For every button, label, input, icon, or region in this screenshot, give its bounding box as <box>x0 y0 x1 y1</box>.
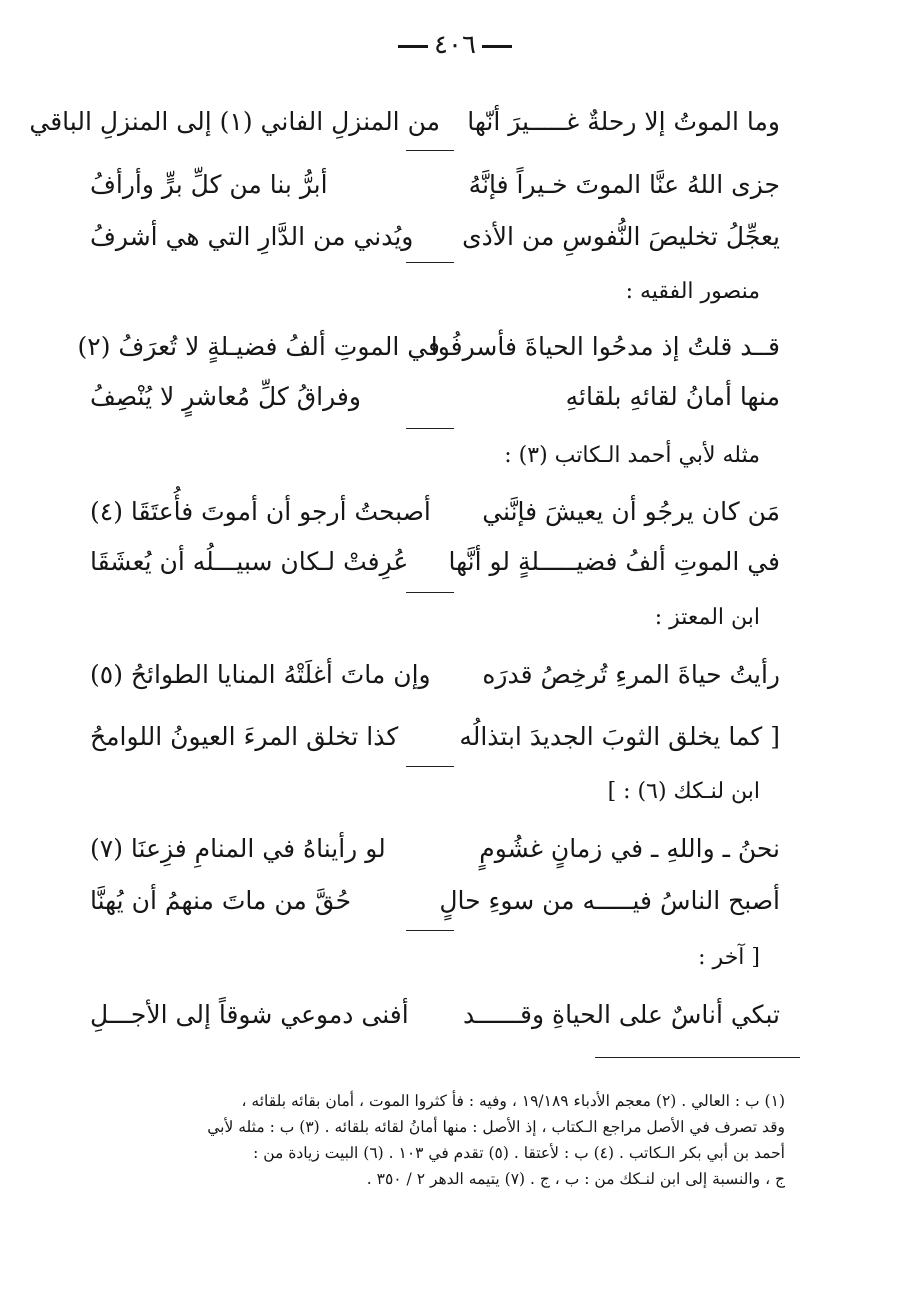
poet-attribution: مثله لأبي أحمد الـكاتب (٣) : <box>504 443 760 468</box>
verse-line <box>90 990 780 1040</box>
verse-first-hemistich: مَن كان يرجُو أن يعيشَ فإنَّني <box>482 497 780 526</box>
verse-second-hemistich: أصبحتُ أرجو أن أموتَ فأُعتَقَا (٤) <box>90 497 431 526</box>
page-number-dash-left <box>398 45 428 48</box>
verse-second-hemistich: لو رأيناهُ في المنامِ فزِعنَا (٧) <box>90 834 386 863</box>
verse-line <box>90 537 780 587</box>
poet-attribution: [ آخر : <box>698 945 760 970</box>
hemistich-separator <box>406 766 454 767</box>
verse-second-hemistich: وفراقُ كلِّ مُعاشرٍ لا يُنْصِفُ <box>90 382 361 411</box>
verse-second-hemistich: ويُدني من الدَّارِ التي هي أشرفُ <box>90 222 414 251</box>
verse-line <box>77 322 780 372</box>
hemistich-separator <box>406 930 454 931</box>
verse-line <box>90 650 780 700</box>
verse-second-hemistich: عُرِفتْ لـكان سبيـــلُه أن يُعشَقَا <box>90 547 409 576</box>
hemistich-separator <box>406 262 454 263</box>
hemistich-separator <box>406 150 454 151</box>
verse-second-hemistich: أفنى دموعي شوقاً إلى الأجـــلِ <box>90 1000 409 1029</box>
poet-attribution: ابن المعتز : <box>654 605 760 630</box>
verse-second-hemistich: كذا تخلق المرءَ العيونُ اللوامحُ <box>90 722 399 751</box>
footnote-separator <box>595 1057 800 1058</box>
hemistich-separator <box>406 428 454 429</box>
poet-attribution: منصور الفقيه : <box>625 279 760 304</box>
verse-first-hemistich: وما الموتُ إلا رحلةٌ غـــــيرَ أنّها <box>467 107 780 136</box>
verse-line <box>90 487 780 537</box>
verse-line <box>90 824 780 874</box>
verse-second-hemistich: أبرُّ بنا من كلِّ برٍّ وأرأفُ <box>90 170 328 199</box>
verse-first-hemistich: قــد قلتُ إذ مدحُوا الحياةَ فأسرفُوا <box>430 332 780 361</box>
verse-line <box>90 212 780 262</box>
footnote-line: وقد تصرف في الأصل مراجع الـكتاب ، إذ الأصل : منها أمانُ لقائه بلقائه . (٣) ب : مثله لأبي <box>207 1118 785 1136</box>
verse-second-hemistich: من المنزلِ الفاني (١) إلى المنزلِ الباقي <box>29 107 440 136</box>
poet-attribution: ابن لنـكك (٦) : ] <box>607 779 760 804</box>
page-number-text: ٤٠٦ <box>434 30 476 60</box>
verse-second-hemistich: حُقَّ من ماتَ منهمُ أن يُهنَّا <box>90 886 352 915</box>
hemistich-separator <box>406 592 454 593</box>
verse-first-hemistich: في الموتِ ألفُ فضيـــــلةٍ لو أنَّها <box>448 547 780 576</box>
verse-line <box>29 97 780 147</box>
footnote-line: ج ، والنسبة إلى ابن لنـكك من : ب ، ج . (٧) يتيمه الدهر ٢ / ٣٥٠ . <box>366 1170 785 1188</box>
verse-line <box>90 372 780 422</box>
verse-second-hemistich: في الموتِ ألفُ فضيـلةٍ لا تُعرَفُ (٢) <box>77 332 440 361</box>
verse-first-hemistich: أصبح الناسُ فيـــــه من سوءِ حالٍ <box>439 886 780 915</box>
verse-second-hemistich: وإن ماتَ أغلَتْهُ المنايا الطوائحُ (٥) <box>90 660 431 689</box>
verse-first-hemistich: يعجِّلُ تخليصَ النُّفوسِ من الأذى <box>462 222 780 251</box>
verse-first-hemistich: نحنُ ـ واللهِ ـ في زمانٍ غشُومٍ <box>479 834 780 863</box>
footnote-line: أحمد بن أبي بكر الـكاتب . (٤) ب : لأعتقا . (٥) تقدم في ١٠٣ . (٦) البيت زيادة من : <box>253 1144 785 1162</box>
verse-first-hemistich: [ كما يخلق الثوبَ الجديدَ ابتذالُه <box>459 722 780 751</box>
page-number <box>0 30 910 60</box>
verse-first-hemistich: جزى اللهُ عنَّا الموتَ خـيراً فإنَّهُ <box>468 170 780 199</box>
verse-first-hemistich: تبكي أناسٌ على الحياةِ وقــــــد <box>462 1000 780 1029</box>
verse-line <box>90 712 780 762</box>
footnotes <box>95 1088 785 1192</box>
footnote-line: (١) ب : العالي . (٢) معجم الأدباء ١٩/١٨٩ ، وفيه : فأ كثروا الموت ، أمان بقائه بلقائه ، <box>241 1092 785 1110</box>
page-number-dash-right <box>482 45 512 48</box>
verse-first-hemistich: رأيتُ حياةَ المرءِ تُرخِصُ قدرَه <box>482 660 780 689</box>
verse-line <box>90 160 780 210</box>
verse-first-hemistich: منها أمانُ لقائهِ بلقائهِ <box>565 382 780 411</box>
verse-line <box>90 876 780 926</box>
